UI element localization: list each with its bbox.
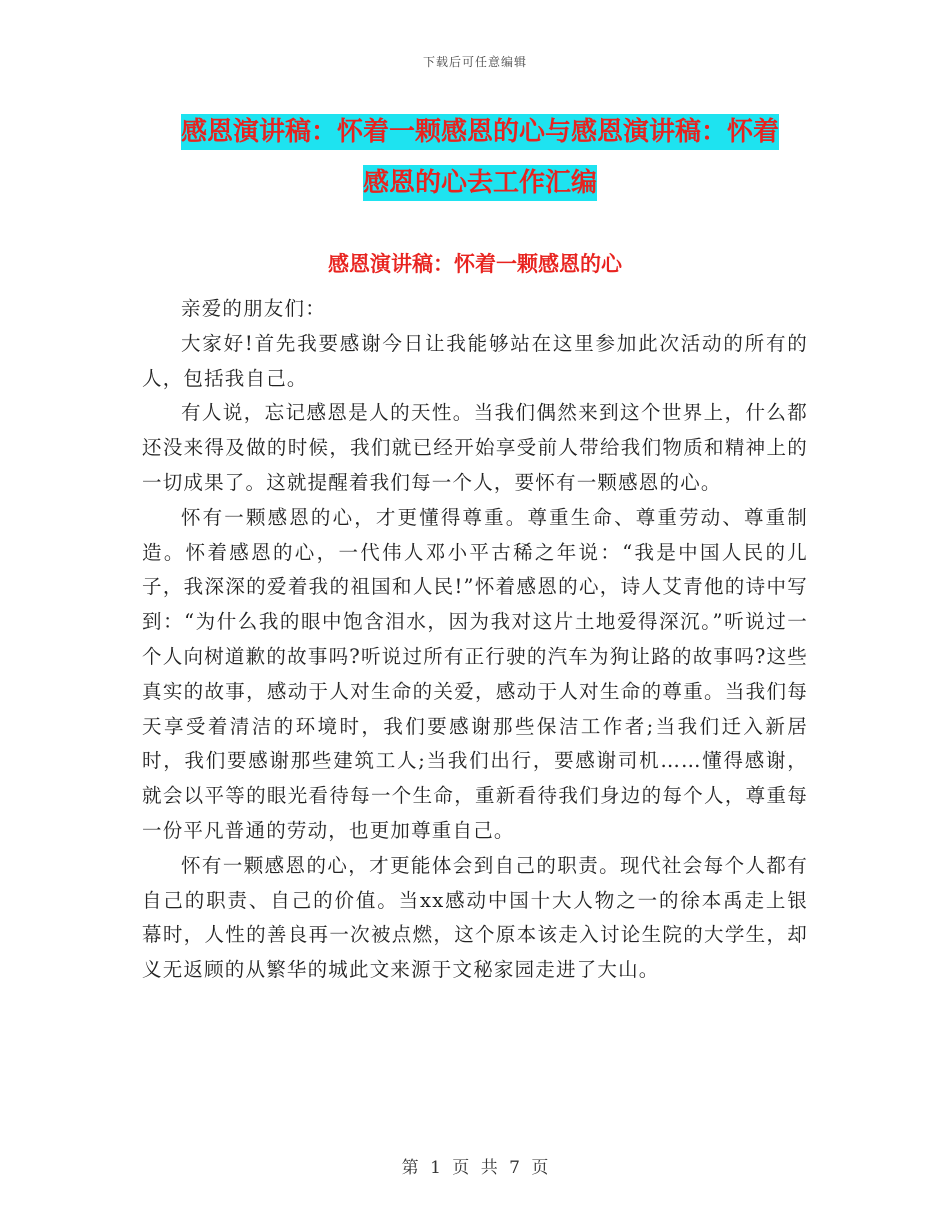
salutation-paragraph: 亲爱的朋友们： xyxy=(181,297,326,320)
document-body xyxy=(142,292,808,988)
page-header-note: 下载后可任意编辑 xyxy=(422,55,527,69)
body-paragraph: 怀有一颗感恩的心，才更懂得尊重。尊重生命、尊重劳动、尊重制造。怀着感恩的心，一代伟人邓小平古稀之年说：“我是中国人民的儿子，我深深的爱着我的祖国和人民!”怀着感恩的心，诗人艾青他的诗中写到：“为什么我的眼中饱含泪水，因为我对这片土地爱得深沉。”听说过一个人向树道歉的故事吗?听说过所有正行驶的汽车为狗让路的故事吗?这些真实的故事，感动于人对生命的关爱，感动于人对生命的尊重。当我们每天享受着清洁的环境时，我们要感谢那些保洁工作者;当我们迁入新居时，我们要感谢那些建筑工人;当我们出行，要感谢司机……懂得感谢，就会以平等的眼光看待每一个生命，重新看待我们身边的每个人，尊重每一份平凡普通的劳动，也更加尊重自己。 xyxy=(142,505,808,842)
body-paragraph: 大家好!首先我要感谢今日让我能够站在这里参加此次活动的所有的人，包括我自己。 xyxy=(142,331,808,390)
page-number-footer: 第 1 页 共 7 页 xyxy=(401,1158,549,1178)
document-title-line-1: 感恩演讲稿：怀着一颗感恩的心与感恩演讲稿：怀着 xyxy=(181,114,779,150)
body-paragraph: 怀有一颗感恩的心，才更能体会到自己的职责。现代社会每个人都有自己的职责、自己的价值。当xx感动中国十大人物之一的徐本禹走上银幕时，人性的善良再一次被点燃，这个原本该走入讨论生院的大学生，却义无返顾的从繁华的城此文来源于文秘家园走进了大山。 xyxy=(142,853,808,982)
document-title xyxy=(150,107,810,209)
section-title: 感恩演讲稿：怀着一颗感恩的心 xyxy=(328,251,622,276)
document-title-line-2: 感恩的心去工作汇编 xyxy=(363,165,597,201)
body-paragraph: 有人说，忘记感恩是人的天性。当我们偶然来到这个世界上，什么都还没来得及做的时候，我们就已经开始享受前人带给我们物质和精神上的一切成果了。这就提醒着我们每一个人，要怀有一颗感恩的心。 xyxy=(142,401,808,494)
